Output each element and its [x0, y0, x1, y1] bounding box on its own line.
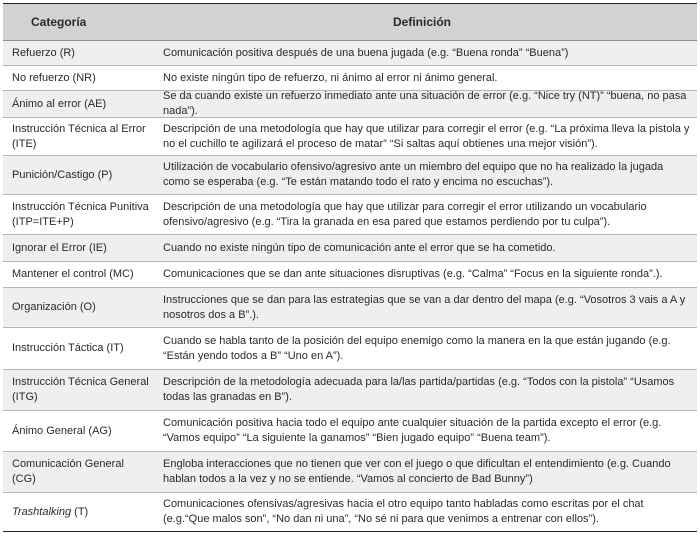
- row-category: Instrucción Técnica General (ITG): [12, 376, 149, 403]
- table-row: [3, 118, 697, 156]
- row-definition: Cuando no existe ningún tipo de comunicación ante el error que se ha cometido.: [163, 241, 556, 254]
- row-category: No refuerzo (NR): [12, 71, 96, 84]
- row-category: Ánimo al error (AE): [12, 97, 107, 110]
- row-definition: Instrucciones que se dan para las estrategias que se van a dar dentro del mapa (e.g. “Vosotros 3 vais a A y nosotros dos a B”.).: [163, 293, 686, 321]
- row-category: Instrucción Técnica Punitiva (ITP=ITE+P): [12, 200, 149, 228]
- table-row: [3, 91, 697, 118]
- table-row: [3, 66, 697, 91]
- row-category: Instrucción Técnica al Error (ITE): [12, 122, 146, 150]
- table-row: [3, 235, 697, 262]
- row-definition: Engloba interacciones que no tienen que ver con el juego o que dificultan el entendimiento (e.g. Cuando hablan todos a la vez y no se entiende. “Vamos al concierto de Bad Bunny”): [163, 458, 671, 485]
- row-definition: No existe ningún tipo de refuerzo, ni ánimo al error ni ánimo general.: [163, 71, 498, 84]
- table-row: [3, 452, 697, 493]
- table-header: [3, 4, 697, 41]
- row-definition: Cuando se habla tanto de la posición del equipo enemigo como la manera en la que están jugando (e.g. “Están yendo todos a B” “Uno en A”).: [163, 334, 671, 362]
- table-row: [3, 411, 697, 452]
- header-definition: Definición: [392, 14, 451, 29]
- row-category: Refuerzo (R): [12, 46, 75, 59]
- row-definition: Descripción de la metodología adecuada para la/las partida/partidas (e.g. “Todos con la pistola” “Usamos todas las granadas en B”).: [163, 376, 675, 403]
- row-definition: Se da cuando existe un refuerzo inmediato ante una situación de error (e.g. “Nice try (NT)” “buena, no pasa nada”).: [163, 90, 687, 117]
- row-definition: Utilización de vocabulario ofensivo/agresivo ante un miembro del equipo que no ha realizado la jugada como se esperaba (e.g. “Te están matando todo el rato y encima no escuchas”).: [163, 161, 664, 188]
- row-definition: Comunicación positiva después de una buena jugada (e.g. “Buena ronda” “Buena”): [163, 46, 569, 59]
- table-row: [3, 195, 697, 235]
- row-category-suffix: (T): [71, 505, 89, 518]
- header-category: Categoría: [31, 14, 87, 29]
- table-row: [3, 328, 697, 370]
- table-row: [3, 493, 697, 531]
- row-category: Ánimo General (AG): [12, 424, 112, 437]
- definitions-table: [3, 3, 697, 532]
- table-row: [3, 156, 697, 195]
- row-category-italic: Trashtalking: [12, 505, 72, 518]
- row-definition: Descripción de una metodología que hay que utilizar para corregir el error (e.g. “La próxima lleva la pistola y no el cuchillo te agilizará el proceso de matar” “Si saltas aquí obtienes una mejor visión”).: [163, 122, 690, 150]
- row-definition: Comunicación positiva hacia todo el equipo ante cualquier situación de la partida excepto el error (e.g. “Vamos equipo” “La siguiente la ganamos” “Bien jugado equipo” “Buena team”).: [163, 417, 662, 444]
- row-category: Instrucción Táctica (IT): [12, 342, 124, 354]
- table-row: [3, 288, 697, 328]
- row-definition: Comunicaciones ofensivas/agresivas hacia el otro equipo tanto habladas como escritas por el chat (e.g.“Que malos son”, “No dan ni una”, “No sé ni para que venimos a entrenar con ellos”).: [163, 498, 644, 525]
- table-row: [3, 370, 697, 411]
- table-row: [3, 41, 697, 66]
- row-category: Ignorar el Error (IE): [12, 241, 107, 254]
- row-category: Organización (O): [12, 301, 96, 313]
- row-definition: Descripción de una metodología que hay que utilizar para corregir el error utilizando un vocabulario ofensivo/agresivo (e.g. “Tira la granada en esa pared que estamos perdiendo por tu culpa”).: [163, 200, 647, 228]
- row-category: Mantener el control (MC): [12, 268, 134, 280]
- row-definition: Comunicaciones que se dan ante situaciones disruptivas (e.g. “Calma” “Focus en la siguiente ronda”.).: [163, 268, 663, 280]
- row-category: [3, 493, 153, 531]
- table-row: [3, 262, 697, 288]
- row-category: Punición/Castigo (P): [12, 168, 113, 181]
- row-category: Comunicación General (CG): [12, 458, 124, 485]
